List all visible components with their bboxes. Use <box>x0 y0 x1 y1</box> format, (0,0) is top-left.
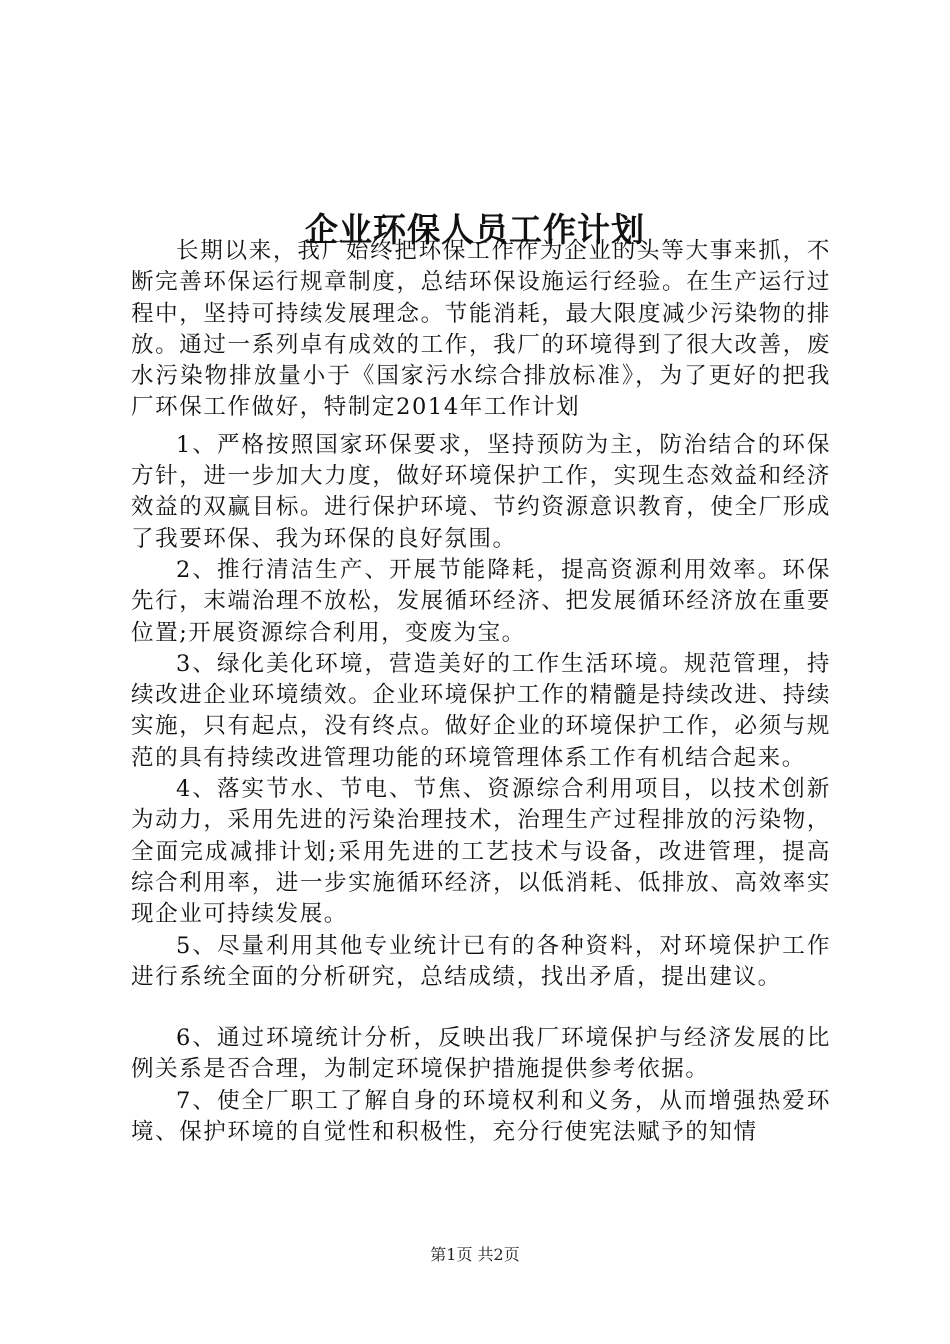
paragraph-intro: 长期以来，我厂始终把环保工作作为企业的头等大事来抓，不断完善环保运行规章制度，总结环保设施运行经验。在生产运行过程中，坚持可持续发展理念。节能消耗，最大限度减少污染物的排放。通过一系列卓有成效的工作，我厂的环境得到了很大改善，废水污染物排放量小于《国家污水综合排放标准》，为了更好的把我厂环保工作做好，特制定2014年工作计划 <box>131 238 831 421</box>
paragraph-item-4: 4、落实节水、节电、节焦、资源综合利用项目，以技术创新为动力，采用先进的污染治理技术，治理生产过程排放的污染物，全面完成减排计划;采用先进的工艺技术与设备，改进管理，提高综合利用率，进一步实施循环经济，以低消耗、低排放、高效率实现企业可持续发展。 <box>131 776 831 928</box>
paragraph-item-3: 3、绿化美化环境，营造美好的工作生活环境。规范管理，持续改进企业环境绩效。企业环境保护工作的精髓是持续改进、持续实施，只有起点，没有终点。做好企业的环境保护工作，必须与规范的具有持续改进管理功能的环境管理体系工作有机结合起来。 <box>131 650 831 771</box>
paragraph-item-7: 7、使全厂职工了解自身的环境权利和义务，从而增强热爱环境、保护环境的自觉性和积极性，充分行使宪法赋予的知情 <box>131 1087 831 1146</box>
paragraph-item-2: 2、推行清洁生产、开展节能降耗，提高资源利用效率。环保先行，末端治理不放松，发展循环经济、把发展循环经济放在重要位置;开展资源综合利用，变废为宝。 <box>131 556 831 646</box>
paragraph-item-6: 6、通过环境统计分析，反映出我厂环境保护与经济发展的比例关系是否合理，为制定环境保护措施提供参考依据。 <box>131 1025 831 1083</box>
paragraph-item-5: 5、尽量利用其他专业统计已有的各种资料，对环境保护工作进行系统全面的分析研究，总结成绩，找出矛盾，提出建议。 <box>131 932 831 990</box>
document-body <box>131 236 831 1148</box>
page-number-footer: 第1页 共2页 <box>430 1245 520 1264</box>
document-title: 企业环保人员工作计划 <box>305 210 645 250</box>
paragraph-item-1: 1、严格按照国家环保要求，坚持预防为主，防治结合的环保方针，进一步加大力度，做好环境保护工作，实现生态效益和经济效益的双赢目标。进行保护环境、节约资源意识教育，使全厂形成了我要环保、我为环保的良好氛围。 <box>131 431 831 552</box>
